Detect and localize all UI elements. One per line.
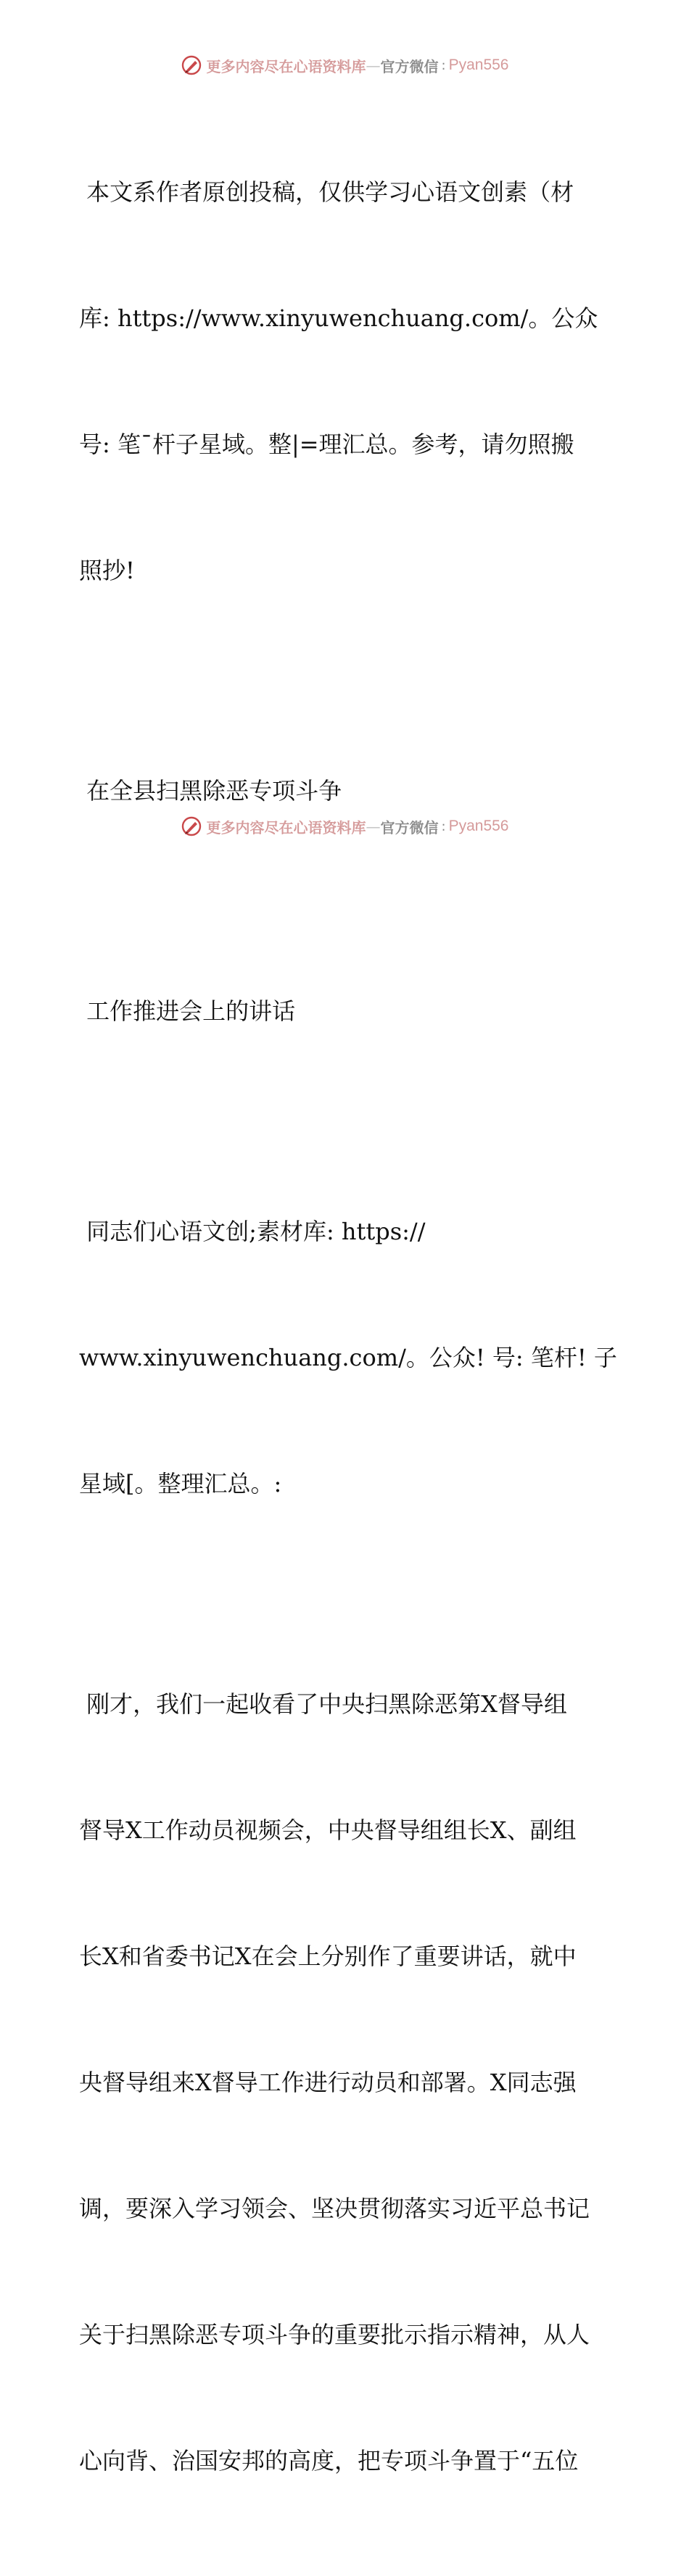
text-line: 同志们心语文创;素材库: https:// bbox=[79, 1218, 426, 1245]
banner-separator: — bbox=[366, 818, 381, 835]
footer-banner bbox=[0, 812, 689, 841]
document-body bbox=[70, 87, 622, 2576]
banner-brand-text: 更多内容尽在心语资料库 bbox=[206, 57, 366, 75]
text-line: 本文系作者原创投稿，仅供学习心语文创素（材 bbox=[79, 178, 574, 206]
text-line: 调，要深入学习领会、坚决贯彻落实习近平总书记 bbox=[79, 2195, 590, 2222]
banner-wechat-id: Pyan556 bbox=[448, 57, 509, 73]
text-line: 关于扫黑除恶专项斗争的重要批示指示精神，从人 bbox=[79, 2321, 590, 2348]
text-line: 督导X工作动员视频会，中央督导组组长X、副组 bbox=[79, 1816, 577, 1844]
title-line-1 bbox=[70, 686, 622, 896]
text-line: www.xinyuwenchuang.com/。公众! 号: 笔杆! 子 bbox=[79, 1344, 617, 1371]
banner-brand-text: 更多内容尽在心语资料库 bbox=[206, 818, 366, 836]
text-line: 库: https://www.xinyuwenchuang.com/。公众 bbox=[79, 304, 598, 332]
banner-official-label: 官方微信 bbox=[380, 818, 439, 836]
text-line: 工作推进会上的讲话 bbox=[79, 997, 296, 1025]
banner-official-label: 官方微信 bbox=[380, 57, 439, 75]
text-line: 号: 笔¯杆子星域。整|=理汇总。参考，请勿照搬 bbox=[79, 431, 574, 458]
text-line: 照抄! bbox=[79, 557, 135, 584]
banner-wechat-id: Pyan556 bbox=[448, 818, 509, 834]
banner-separator: — bbox=[366, 57, 381, 74]
banner-colon: : bbox=[441, 818, 446, 834]
text-line: 星域[。整理汇总。: bbox=[79, 1470, 282, 1497]
title-line-2 bbox=[70, 906, 622, 1116]
text-line: 刚才，我们一起收看了中央扫黑除恶第X督导组 bbox=[79, 1690, 567, 1718]
banner-colon: : bbox=[441, 57, 446, 73]
text-line: 在全县扫黑除恶专项斗争 bbox=[79, 777, 342, 805]
brush-logo-icon bbox=[181, 815, 202, 837]
salutation-paragraph bbox=[70, 1126, 622, 1589]
text-line: 心向背、治国安邦的高度，把专项斗争置于“五位 bbox=[79, 2447, 579, 2475]
body-paragraph bbox=[70, 1599, 622, 2566]
text-line: 长X和省委书记X在会上分别作了重要讲话，就中 bbox=[79, 1943, 577, 1970]
disclaimer-paragraph bbox=[70, 87, 622, 676]
header-banner bbox=[0, 51, 689, 80]
text-line: 央督导组来X督导工作进行动员和部署。X同志强 bbox=[79, 2069, 577, 2096]
brush-logo-icon bbox=[181, 54, 202, 76]
